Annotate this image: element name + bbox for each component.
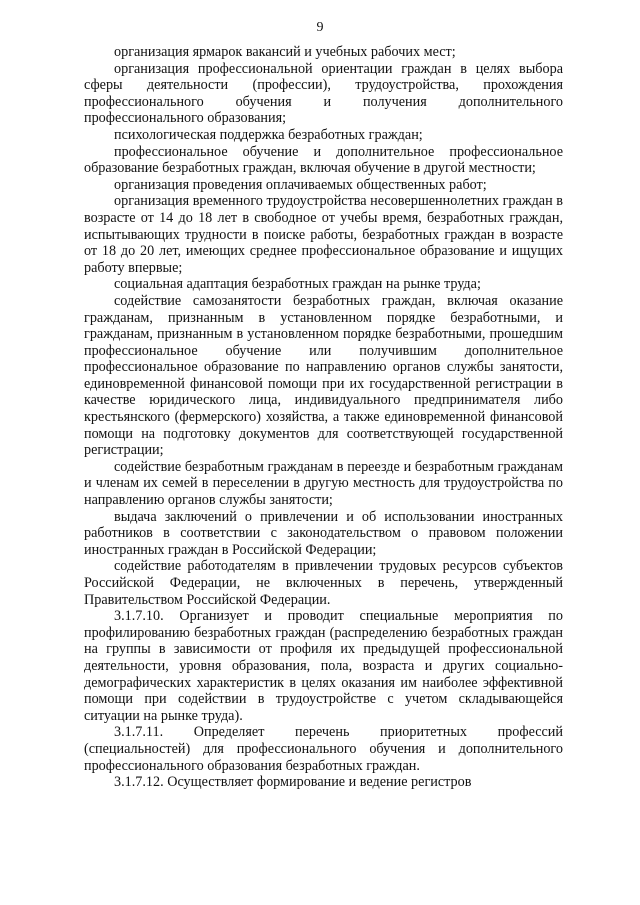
document-body [84,44,563,791]
paragraph: 3.1.7.10. Организует и проводит специальные мероприятия по профилированию безработных граждан (распределению безработных граждан на группы в зависимости от профиля их предыдущей профессиональной деятельности, уровня образования, пола, возраста и других социально-демографических характеристик в целях оказания им наиболее эффективной помощи при содействии в трудоустройстве с учетом складывающейся ситуации на рынке труда). [84,608,563,724]
paragraph: социальная адаптация безработных граждан на рынке труда; [114,276,481,293]
paragraph: содействие самозанятости безработных граждан, включая оказание гражданам, признанным в установленном порядке безработными, и гражданам, признанным в установленном порядке безработными, прошедшим профессиональное обучение или получившим дополнительное профессиональное образование по направлению органов службы занятости, единовременной финансовой помощи при их государственной регистрации в качестве юридического лица, индивидуального предпринимателя либо крестьянского (фермерского) хозяйства, а также единовременной финансовой помощи на подготовку документов для соответствующей государственной регистрации; [84,292,563,459]
paragraph: содействие безработным гражданам в переезде и безработным гражданам и членам их семей в переселении в другую местность для трудоустройства по направлению органов службы занятости; [84,458,563,509]
paragraph: организация проведения оплачиваемых общественных работ; [114,176,487,193]
paragraph: содействие работодателям в привлечении трудовых ресурсов субъектов Российской Федерации, не включенных в перечень, утвержденный Правительством Российской Федерации. [84,558,563,608]
paragraph: 3.1.7.12. Осуществляет формирование и ведение регистров [114,774,472,791]
paragraph: 3.1.7.11. Определяет перечень приоритетных профессий (специальностей) для профессионального обучения и дополнительного профессионального образования безработных граждан. [84,724,563,774]
paragraph: организация ярмарок вакансий и учебных рабочих мест; [114,44,456,60]
page-number: 9 [316,20,324,35]
paragraph: организация профессиональной ориентации граждан в целях выбора сферы деятельности (профессии), трудоустройства, прохождения профессионального обучения и получения дополнительного профессионального образования; [84,60,563,127]
paragraph: организация временного трудоустройства несовершеннолетних граждан в возрасте от 14 до 18 лет в свободное от учебы время, безработных граждан, испытывающих трудности в поиске работы, безработных граждан в возрасте от 18 до 20 лет, имеющих среднее профессиональное образование и ищущих работу впервые; [84,193,563,276]
paragraph: выдача заключений о привлечении и об использовании иностранных работников в соответствии с законодательством о правовом положении иностранных граждан в Российской Федерации; [84,508,563,558]
paragraph: профессиональное обучение и дополнительное профессиональное образование безработных граждан, включая обучение в другой местности; [84,143,563,177]
paragraph: психологическая поддержка безработных граждан; [114,126,423,143]
